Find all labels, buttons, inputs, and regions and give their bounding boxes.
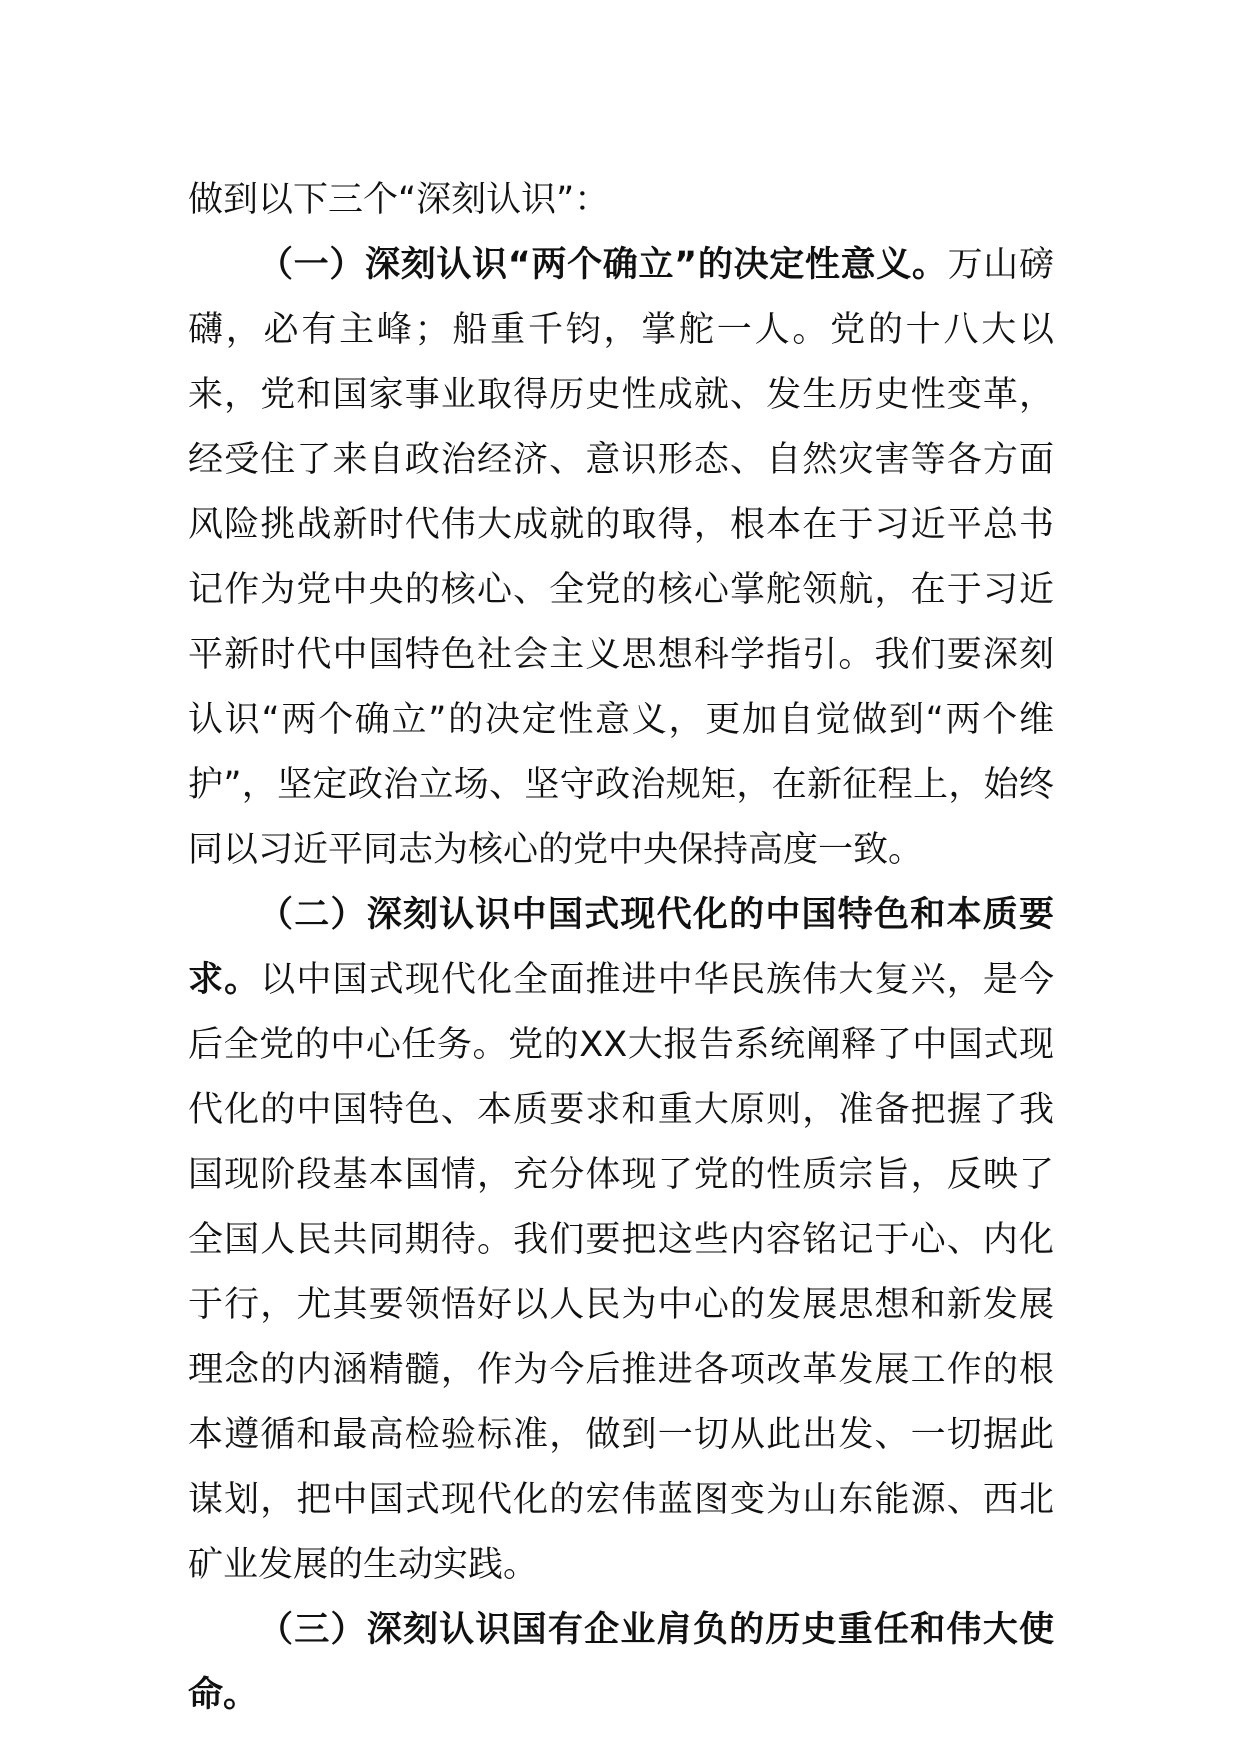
section-1-heading: （一）深刻认识“两个确立”的决定性意义。: [258, 245, 948, 285]
section-2-heading: （二）深刻认识中国式现代化的中国特色和本质要求。: [188, 895, 1054, 1000]
section-2-body: 以中国式现代化全面推进中华民族伟大复兴，是今后全党的中心任务。党的XX大报告系统阐释了中国式现代化的中国特色、本质要求和重大原则，准备把握了我国现阶段基本国情，充分体现了党的性质宗旨，反映了全国人民共同期待。我们要把这些内容铭记于心、内化于行，尤其要领悟好以人民为中心的发展思想和新发展理念的内涵精髓，作为今后推进各项改革发展工作的根本遵循和最高检验标准，做到一切从此出发、一切据此谋划，把中国式现代化的宏伟蓝图变为山东能源、西北矿业发展的生动实践。: [188, 960, 1054, 1585]
section-2-paragraph: [188, 883, 1054, 1598]
section-1-body: 万山磅礴，必有主峰；船重千钧，掌舵一人。党的十八大以来，党和国家事业取得历史性成就、发生历史性变革，经受住了来自政治经济、意识形态、自然灾害等各方面风险挑战新时代伟大成就的取得，根本在于习近平总书记作为党中央的核心、全党的核心掌舵领航，在于习近平新时代中国特色社会主义思想科学指引。我们要深刻认识“两个确立”的决定性意义，更加自觉做到“两个维护”，坚定政治立场、坚守政治规矩，在新征程上，始终同以习近平同志为核心的党中央保持高度一致。: [188, 245, 1054, 870]
section-3-paragraph: [188, 1598, 1054, 1728]
section-3-heading: （三）深刻认识国有企业肩负的历史重任和伟大使命。: [188, 1610, 1054, 1715]
document-page: [188, 168, 1054, 1728]
section-1-paragraph: [188, 233, 1054, 883]
intro-paragraph: 做到以下三个“深刻认识”：: [188, 180, 610, 220]
